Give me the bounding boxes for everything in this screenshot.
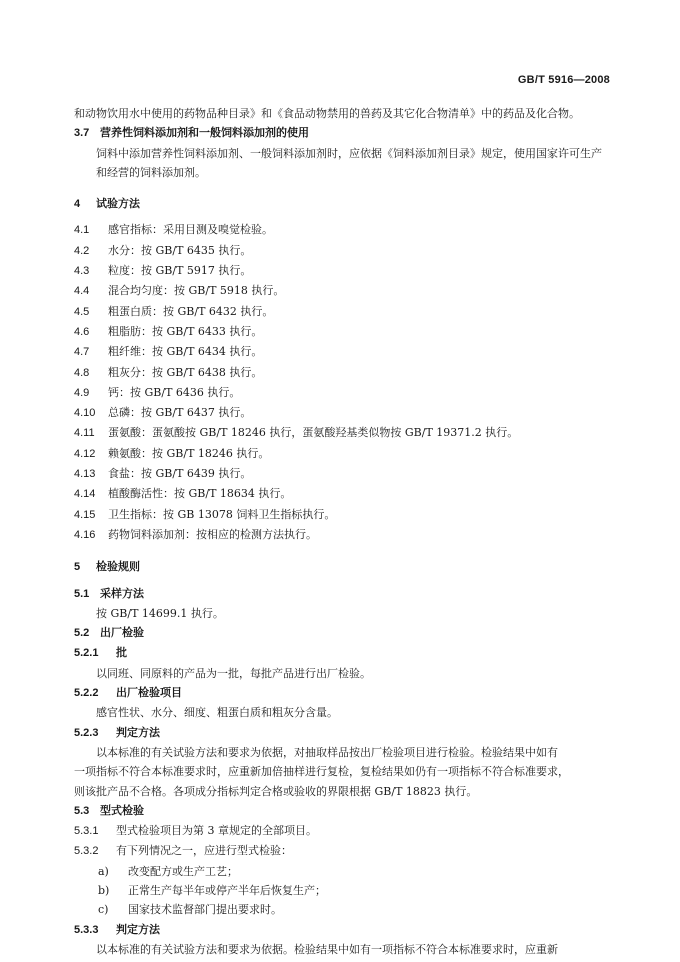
item-label: b): [98, 883, 110, 897]
list-item: [74, 505, 612, 525]
item-text: 感官指标：采用目测及嗅觉检验。: [108, 223, 273, 237]
item-text: 正常生产每半年或停产半年后恢复生产；: [128, 883, 326, 897]
section-title: 检验规则: [96, 560, 140, 574]
item-number: 4.16: [74, 528, 96, 541]
section-5-3-3-heading: [74, 920, 612, 940]
section-number: 5.3.1: [74, 825, 99, 838]
section-text: 型式检验项目为第 3 章规定的全部项目。: [116, 824, 317, 838]
section-number: 5: [74, 561, 81, 574]
section-title: 试验方法: [96, 197, 140, 211]
list-item: [74, 220, 612, 240]
list-item: [74, 383, 612, 403]
item-number: 4.6: [74, 325, 90, 338]
list-item: [74, 281, 612, 301]
item-number: 4.3: [74, 265, 90, 278]
item-text: 卫生指标：按 GB 13078 饲料卫生指标执行。: [108, 507, 336, 521]
item-number: 4.5: [74, 305, 90, 318]
list-item: [74, 464, 612, 484]
section-number: 5.2.3: [74, 726, 99, 739]
section-title: 出厂检验: [100, 626, 144, 640]
standard-number: GB/T 5916—2008: [517, 74, 610, 86]
item-number: 4.11: [74, 427, 95, 440]
test-methods-list: [74, 220, 612, 545]
list-item: [74, 302, 612, 322]
section-text: 有下列情况之一，应进行型式检验：: [116, 844, 292, 858]
section-number: 5.3: [74, 804, 90, 817]
section-4-heading: [74, 194, 612, 214]
section-title: 判定方法: [116, 922, 160, 936]
item-text: 混合均匀度：按 GB/T 5918 执行。: [108, 284, 285, 298]
item-text: 蛋氨酸：蛋氨酸按 GB/T 18246 执行，蛋氨酸羟基类似物按 GB/T 19371.2 执行。: [108, 426, 519, 440]
list-item: [74, 525, 612, 545]
section-5-2-3-line-3: 则该批产品不合格。各项成分指标判定合格或验收的界限根据 GB/T 18823 执行。: [74, 784, 478, 798]
item-text: 粗蛋白质：按 GB/T 6432 执行。: [108, 304, 274, 318]
item-label: c): [98, 903, 109, 917]
item-number: 4.9: [74, 386, 90, 399]
section-3-7-heading: [74, 123, 612, 143]
section-5-3-2: [74, 841, 612, 861]
section-number: 4: [74, 198, 81, 211]
section-title: 营养性饲料添加剂和一般饲料添加剂的使用: [100, 126, 309, 140]
list-item: [74, 403, 612, 423]
section-5-2-1-heading: [74, 643, 612, 663]
item-number: 4.2: [74, 244, 90, 257]
section-number: 3.7: [74, 127, 90, 140]
item-text: 食盐：按 GB/T 6439 执行。: [108, 467, 252, 481]
section-number: 5.1: [74, 587, 90, 600]
section-number: 5.2.1: [74, 647, 99, 660]
section-number: 5.2.2: [74, 687, 99, 700]
section-5-2-2-heading: [74, 683, 612, 703]
item-number: 4.14: [74, 488, 96, 501]
list-item: [74, 241, 612, 261]
list-item: [74, 881, 612, 900]
item-number: 4.1: [74, 224, 90, 237]
item-number: 4.4: [74, 285, 90, 298]
section-title: 出厂检验项目: [116, 686, 182, 700]
item-text: 粗纤维：按 GB/T 6434 执行。: [108, 345, 263, 359]
list-item: [74, 423, 612, 443]
section-5-2-3-line-1: 以本标准的有关试验方法和要求为依据，对抽取样品按出厂检验项目进行检验。检验结果中如有: [96, 745, 558, 759]
section-number: 5.3.3: [74, 923, 99, 936]
item-text: 水分：按 GB/T 6435 执行。: [108, 243, 252, 257]
section-5-1-text: 按 GB/T 14699.1 执行。: [96, 606, 224, 620]
section-title: 批: [116, 646, 127, 660]
item-text: 钙：按 GB/T 6436 执行。: [108, 385, 241, 399]
section-title: 型式检验: [100, 803, 144, 817]
section-5-3-heading: [74, 801, 612, 821]
section-5-2-heading: [74, 623, 612, 643]
item-number: 4.7: [74, 346, 90, 359]
list-item: [74, 261, 612, 281]
section-5-2-1-text: 以同班、同原料的产品为一批，每批产品进行出厂检验。: [96, 666, 371, 680]
section-number: 5.3.2: [74, 845, 99, 858]
section-5-1-heading: [74, 584, 612, 604]
section-number: 5.2: [74, 627, 90, 640]
paragraph-continuation: 和动物饮用水中使用的药物品种目录》和《食品动物禁用的兽药及其它化合物清单》中的药品及化合物。: [74, 107, 580, 120]
section-5-3-1: [74, 821, 612, 841]
item-text: 粗灰分：按 GB/T 6438 执行。: [108, 365, 263, 379]
item-number: 4.15: [74, 508, 96, 521]
list-item: [74, 363, 612, 383]
item-text: 改变配方或生产工艺；: [128, 864, 238, 878]
item-text: 植酸酶活性：按 GB/T 18634 执行。: [108, 487, 292, 501]
list-item: [74, 342, 612, 362]
list-item: [74, 322, 612, 342]
item-text: 国家技术监督部门提出要求时。: [128, 903, 282, 917]
section-title: 采样方法: [100, 586, 144, 600]
section-3-7-text: 饲料中添加营养性饲料添加剂、一般饲料添加剂时，应依据《饲料添加剂目录》规定，使用国家许可生产和经营的饲料添加剂。: [96, 146, 602, 179]
item-text: 赖氨酸：按 GB/T 18246 执行。: [108, 446, 270, 460]
list-item: [74, 900, 612, 919]
list-item: [74, 484, 612, 504]
item-number: 4.13: [74, 468, 96, 481]
section-5-2-3-line-2: 一项指标不符合本标准要求时，应重新加倍抽样进行复检，复检结果如仍有一项指标不符合标准要求，: [74, 765, 569, 779]
item-label: a): [98, 864, 109, 878]
document-body: [74, 104, 612, 959]
item-number: 4.10: [74, 407, 96, 420]
list-item: [74, 862, 612, 881]
list-item: [74, 444, 612, 464]
section-title: 判定方法: [116, 725, 160, 739]
item-text: 粗脂肪：按 GB/T 6433 执行。: [108, 324, 263, 338]
section-5-2-3-heading: [74, 723, 612, 743]
item-number: 4.12: [74, 447, 96, 460]
item-text: 药物饲料添加剂：按相应的检测方法执行。: [108, 527, 317, 541]
item-text: 粒度：按 GB/T 5917 执行。: [108, 264, 252, 278]
item-number: 4.8: [74, 366, 90, 379]
item-text: 总磷：按 GB/T 6437 执行。: [108, 406, 252, 420]
section-5-heading: [74, 557, 612, 577]
section-5-2-2-text: 感官性状、水分、细度、粗蛋白质和粗灰分含量。: [96, 706, 338, 720]
section-5-3-3-text: 以本标准的有关试验方法和要求为依据。检验结果中如有一项指标不符合本标准要求时，应重新: [96, 942, 558, 956]
